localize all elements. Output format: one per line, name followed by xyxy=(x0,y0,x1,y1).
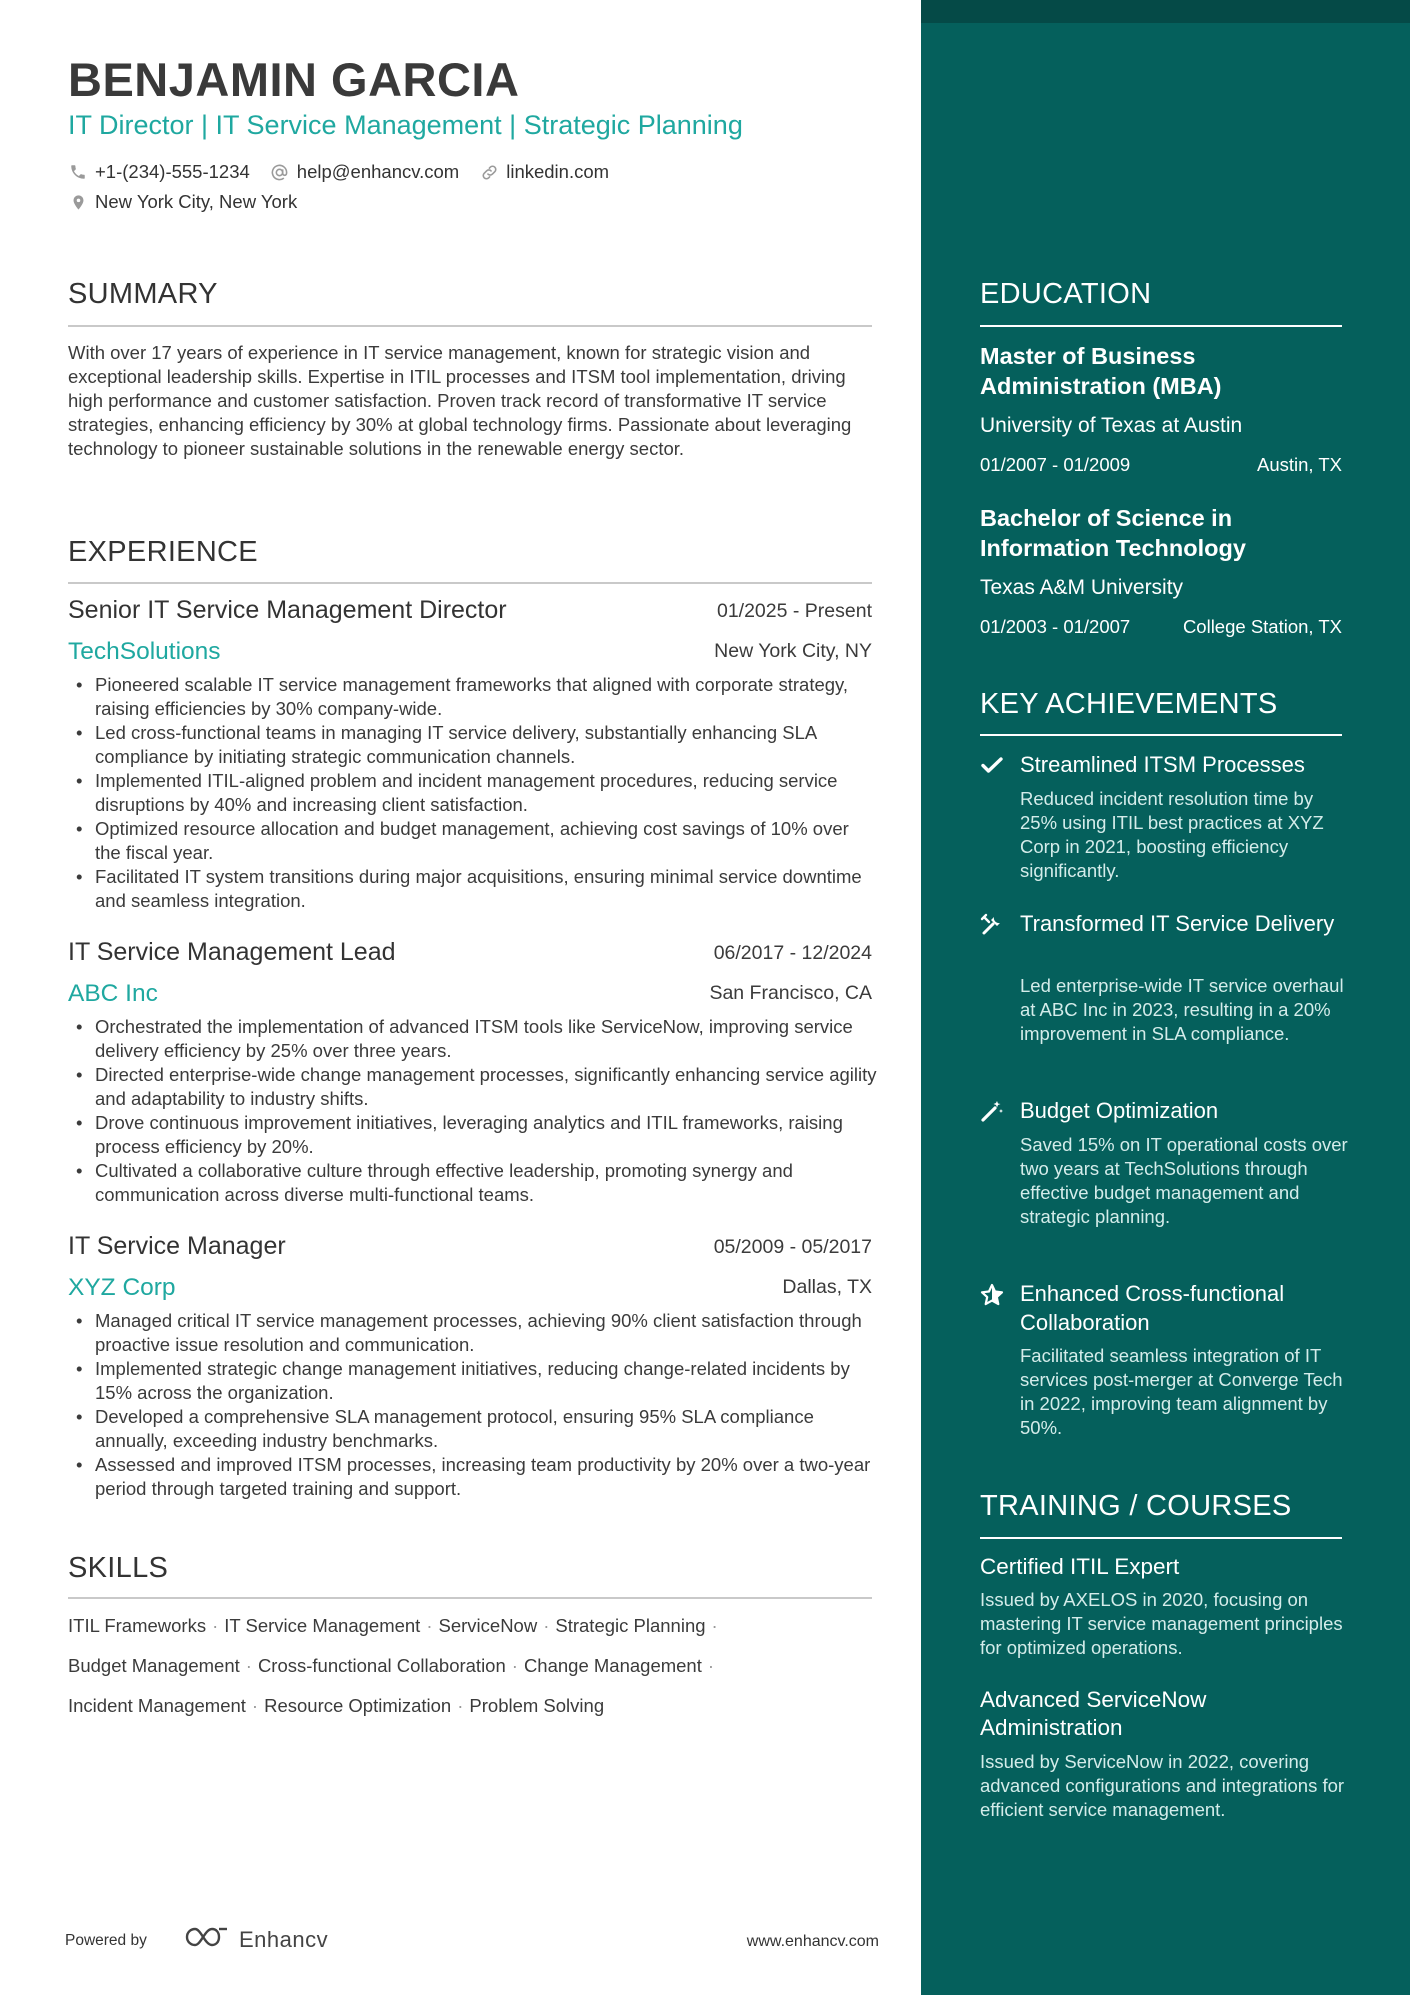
skill-separator: · xyxy=(212,1615,219,1636)
job-bullets xyxy=(68,1309,878,1501)
job-bullet: • Pioneered scalable IT service management frameworks that aligned with corporate strategy, raising efficiencies by 30% company-wide. xyxy=(68,673,878,721)
job-title: IT Service Manager xyxy=(68,1232,286,1260)
skill-tag: ServiceNow xyxy=(438,1615,538,1636)
skill-tag: Budget Management xyxy=(68,1655,240,1676)
skills-line xyxy=(68,1615,724,1637)
achievement-title: Budget Optimization xyxy=(1020,1098,1219,1123)
job-title: IT Service Management Lead xyxy=(68,938,396,966)
education-divider xyxy=(980,325,1342,327)
job-bullet: • Developed a comprehensive SLA management protocol, ensuring 95% SLA compliance annually, exceeding industry benchmarks. xyxy=(68,1405,878,1453)
job-dates: 06/2017 - 12/2024 xyxy=(713,942,872,964)
sidebar-top-band xyxy=(921,0,1410,23)
job-title: Senior IT Service Management Director xyxy=(68,596,507,624)
powered-by-label: Powered by xyxy=(65,1932,147,1949)
skills-line xyxy=(68,1695,604,1717)
at-sign-icon xyxy=(270,162,290,182)
linkedin-contact[interactable] xyxy=(479,161,609,183)
skill-separator: · xyxy=(511,1655,518,1676)
training-divider xyxy=(980,1537,1342,1539)
job-bullet: • Optimized resource allocation and budget management, achieving cost savings of 10% over the fiscal year. xyxy=(68,817,878,865)
edu-dates: 01/2007 - 01/2009 xyxy=(980,454,1131,475)
education-heading: EDUCATION xyxy=(980,278,1152,310)
candidate-name: BENJAMIN GARCIA xyxy=(68,53,520,106)
job-location: New York City, NY xyxy=(714,640,872,662)
achievements-heading: KEY ACHIEVEMENTS xyxy=(980,688,1278,720)
job-bullet: • Facilitated IT system transitions during major acquisitions, ensuring minimal service downtime and seamless integration. xyxy=(68,865,878,913)
job-bullet: • Cultivated a collaborative culture through effective leadership, promoting synergy and communication across diverse multi-functional teams. xyxy=(68,1159,878,1207)
achievement-desc: Led enterprise-wide IT service overhaul at ABC Inc in 2023, resulting in a 20% improvement in SLA compliance. xyxy=(1020,975,1344,1044)
achievement-desc: Facilitated seamless integration of IT services post-merger at Converge Tech in 2022, improving team alignment by 50%. xyxy=(1020,1345,1343,1438)
linkedin-link[interactable]: linkedin.com xyxy=(506,161,610,182)
skills-divider xyxy=(68,1597,872,1599)
skill-tag: Strategic Planning xyxy=(555,1615,706,1636)
skill-separator: · xyxy=(711,1615,718,1636)
job-company: XYZ Corp xyxy=(68,1274,176,1301)
skills-heading: SKILLS xyxy=(68,1552,169,1584)
enhancv-wordmark: Enhancv xyxy=(239,1926,329,1952)
contact-row xyxy=(68,161,609,183)
skill-tag: Incident Management xyxy=(68,1695,246,1716)
sidebar xyxy=(921,0,1410,1995)
skill-tag: ITIL Frameworks xyxy=(68,1615,207,1636)
location-contact xyxy=(68,191,297,213)
skill-tag: IT Service Management xyxy=(224,1615,421,1636)
job-bullet: • Assessed and improved ITSM processes, increasing team productivity by 20% over a two-year period through targeted training and support. xyxy=(68,1453,878,1501)
course-desc: Issued by AXELOS in 2020, focusing on mastering IT service management principles for optimized operations. xyxy=(980,1589,1343,1658)
experience-divider xyxy=(68,582,872,584)
job-company: ABC Inc xyxy=(68,980,158,1007)
enhancv-logo-icon xyxy=(183,1924,231,1955)
job-bullet: • Orchestrated the implementation of advanced ITSM tools like ServiceNow, improving service delivery efficiency by 25% over three years. xyxy=(68,1015,878,1063)
edu-location: College Station, TX xyxy=(1182,616,1342,637)
map-pin-icon xyxy=(68,192,88,212)
edu-dates: 01/2003 - 01/2007 xyxy=(980,616,1131,637)
course-title: Advanced ServiceNow Administration xyxy=(980,1687,1207,1740)
checkmark-icon xyxy=(980,753,1004,777)
job-bullet: • Directed enterprise-wide change management processes, significantly enhancing service agility and adaptability to industry shifts. xyxy=(68,1063,878,1111)
job-bullet: • Implemented ITIL-aligned problem and incident management procedures, reducing service disruptions by 40% and increasing client satisfaction. xyxy=(68,769,878,817)
skill-separator: · xyxy=(457,1695,464,1716)
job-dates: 01/2025 - Present xyxy=(716,600,872,622)
edu-school: University of Texas at Austin xyxy=(980,414,1243,437)
job-company: TechSolutions xyxy=(68,638,221,665)
website-link[interactable]: www.enhancv.com xyxy=(746,1933,879,1950)
skill-tag: Problem Solving xyxy=(469,1695,605,1716)
edu-school: Texas A&M University xyxy=(980,576,1184,599)
summary-divider xyxy=(68,325,872,327)
skills-line xyxy=(68,1655,720,1677)
email-contact[interactable] xyxy=(270,161,459,183)
job-bullets xyxy=(68,1015,878,1207)
achievement-desc: Saved 15% on IT operational costs over two years at TechSolutions through effective budget management and strategic planning. xyxy=(1020,1134,1348,1227)
job-location: Dallas, TX xyxy=(782,1276,872,1298)
job-bullet: • Implemented strategic change management initiatives, reducing change-related incidents by 15% across the organization. xyxy=(68,1357,878,1405)
summary-text: With over 17 years of experience in IT service management, known for strategic vision and exceptional leadership skills. Expertise in ITIL processes and ITSM tool implementation, driving high performance and customer satisfaction. Proven track record of transformative IT service strategies, enhancing efficiency by 30% at global technology firms. Passionate about leveraging technology to pioneer sustainable solutions in the renewable energy sector. xyxy=(68,342,852,459)
skill-separator: · xyxy=(251,1695,259,1716)
job-bullet: • Drove continuous improvement initiatives, leveraging analytics and ITIL frameworks, raising process efficiency by 20%. xyxy=(68,1111,878,1159)
skill-separator: · xyxy=(245,1655,252,1676)
email-link[interactable]: help@enhancv.com xyxy=(296,161,460,182)
skill-tag: Resource Optimization xyxy=(264,1695,452,1716)
skill-tag: Change Management xyxy=(523,1655,702,1676)
edu-degree: Master of Business Administration (MBA) xyxy=(980,343,1222,399)
job-location: San Francisco, CA xyxy=(709,982,872,1004)
skill-tag: Cross-functional Collaboration xyxy=(257,1655,506,1676)
skill-separator: · xyxy=(543,1615,550,1636)
link-icon xyxy=(479,162,499,182)
achievement-title: Transformed IT Service Delivery xyxy=(1020,911,1335,936)
phone-contact xyxy=(68,161,250,183)
job-dates: 05/2009 - 05/2017 xyxy=(713,1236,872,1258)
job-bullets xyxy=(68,673,878,913)
location-text: New York City, New York xyxy=(95,191,298,212)
magic-wand-icon xyxy=(980,1099,1004,1123)
job-bullet: • Managed critical IT service management processes, achieving 90% client satisfaction through proactive issue resolution and communication. xyxy=(68,1309,878,1357)
course-desc: Issued by ServiceNow in 2022, covering advanced configurations and integrations for efficient service management. xyxy=(980,1751,1345,1820)
phone-text: +1-(234)-555-1234 xyxy=(95,161,250,182)
edu-degree: Bachelor of Science in Information Technology xyxy=(980,505,1246,561)
course-title: Certified ITIL Expert xyxy=(980,1554,1180,1579)
job-bullet: • Led cross-functional teams in managing IT service delivery, substantially enhancing SLA compliance by initiating strategic communication channels. xyxy=(68,721,878,769)
achievement-desc: Reduced incident resolution time by 25% using ITIL best practices at XYZ Corp in 2021, boosting efficiency significantly. xyxy=(1020,788,1324,881)
skill-separator: · xyxy=(707,1655,715,1676)
phone-icon xyxy=(68,162,88,182)
training-heading: TRAINING / COURSES xyxy=(980,1490,1292,1522)
skill-separator: · xyxy=(426,1615,433,1636)
summary-heading: SUMMARY xyxy=(68,278,218,310)
headline: IT Director | IT Service Management | Strategic Planning xyxy=(68,110,743,140)
star-icon xyxy=(980,1283,1004,1307)
tools-icon xyxy=(980,913,1004,937)
location-row xyxy=(68,191,297,213)
achievements-divider xyxy=(980,734,1342,736)
edu-location: Austin, TX xyxy=(1256,454,1342,475)
achievement-title: Enhanced Cross-functional Collaboration xyxy=(1020,1281,1285,1335)
experience-heading: EXPERIENCE xyxy=(68,536,258,568)
achievement-title: Streamlined ITSM Processes xyxy=(1020,752,1305,777)
enhancv-logo[interactable] xyxy=(183,1924,328,1955)
